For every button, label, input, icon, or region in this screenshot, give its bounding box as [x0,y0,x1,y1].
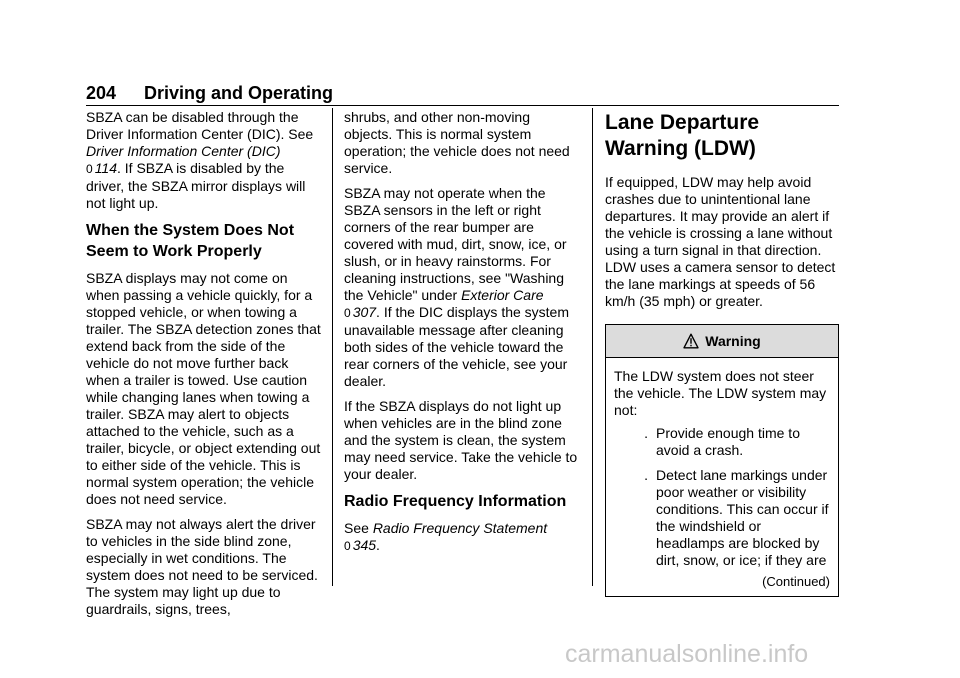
paragraph: If the SBZA displays do not light up when vehicles are in the blind zone and the system is clean, the system may need service. Take the vehicle to your dealer. [344,398,578,482]
paragraph: If equipped, LDW may help avoid crashes due to unintentional lane departures. It may provide an alert if the vehicle is crossing a lane without using a turn signal in that direction. LDW uses a camera sensor to detect the lane markings at speeds of 56 km/h (35 mph) or greater. [605,174,836,309]
page-ref-arrow: 0 [344,539,351,553]
page-ref-arrow: 0 [86,162,93,176]
column-3 [605,110,839,597]
column-1 [86,109,322,626]
watermark: carmanualsonline.info [565,640,809,668]
list-item: . Detect lane markings under poor weather or visibility conditions. This can occur if the windshield or headlamps are blocked by dirt, snow, or ice; if they are [614,467,830,569]
list-item: . Provide enough time to avoid a crash. [614,425,830,459]
page-reference[interactable]: 345 [352,537,377,553]
warning-header [606,325,838,358]
page-reference[interactable]: 114 [94,160,118,176]
page-reference[interactable]: 307 [352,304,377,320]
bullet-marker: . [644,425,648,441]
cross-reference-link[interactable]: Driver Information Center (DIC) [86,143,281,159]
column-2 [344,109,582,563]
cross-reference-link[interactable]: Exterior Care [461,287,544,303]
bullet-marker: . [644,467,648,483]
page-number: 204 [86,83,117,103]
section-heading: When the System Does Not Seem to Work Properly [86,222,295,260]
section-title: Driving and Operating [144,83,334,103]
cross-reference-link[interactable]: Radio Frequency Statement [372,520,548,536]
paragraph: shrubs, and other non-moving objects. This is normal system operation; the vehicle does not need service. [344,109,570,176]
column-divider-1 [332,108,333,586]
warning-triangle-icon [683,333,699,349]
page-header [86,83,333,104]
paragraph: SBZA may not always alert the driver to vehicles in the side blind zone, especially in wet conditions. The system does not need to be serviced. The system may light up due to guardrails, signs, trees, [86,516,318,617]
paragraph: SBZA displays may not come on when passing a vehicle quickly, for a stopped vehicle, or when towing a trailer. The SBZA detection zones that extend back from the side of the vehicle do not move further back when a trailer is towed. Use caution while changing lanes when towing a trailer. SBZA may alert to objects attached to the vehicle, such as a trailer, bicycle, or object extending out to either side of the vehicle. This is normal system operation; the vehicle does not need service. [86,270,321,507]
page-ref-arrow: 0 [344,306,351,320]
continued-label: (Continued) [762,574,830,589]
paragraph: SBZA may not operate when the SBZA sensors in the left or right corners of the rear bumper are covered with mud, dirt, snow, ice, or slush, or in heavy rainstorms. For cleaning instructions, see "Washing the Vehicle" under Exterior Care 0 307. If the DIC displays the system unavailable message after cleaning both sides of the vehicle toward the rear corners of the vehicle, see your dealer. [344,185,570,389]
header-rule [86,105,839,106]
warning-intro: The LDW system does not steer the vehicle. The LDW system may not: [614,368,827,418]
paragraph: See Radio Frequency Statement 0 345. [344,520,548,553]
section-heading: Radio Frequency Information [344,493,567,510]
column-divider-2 [592,108,593,586]
warning-title: Warning [705,332,761,349]
warning-box [605,324,839,597]
warning-body [606,358,838,596]
paragraph: SBZA can be disabled through the Driver Information Center (DIC). See Driver Information Center (DIC) 0 114. If SBZA is disabled by the driver, the SBZA mirror displays will not light up. [86,109,314,211]
section-title-large: Lane Departure Warning (LDW) [605,111,760,160]
